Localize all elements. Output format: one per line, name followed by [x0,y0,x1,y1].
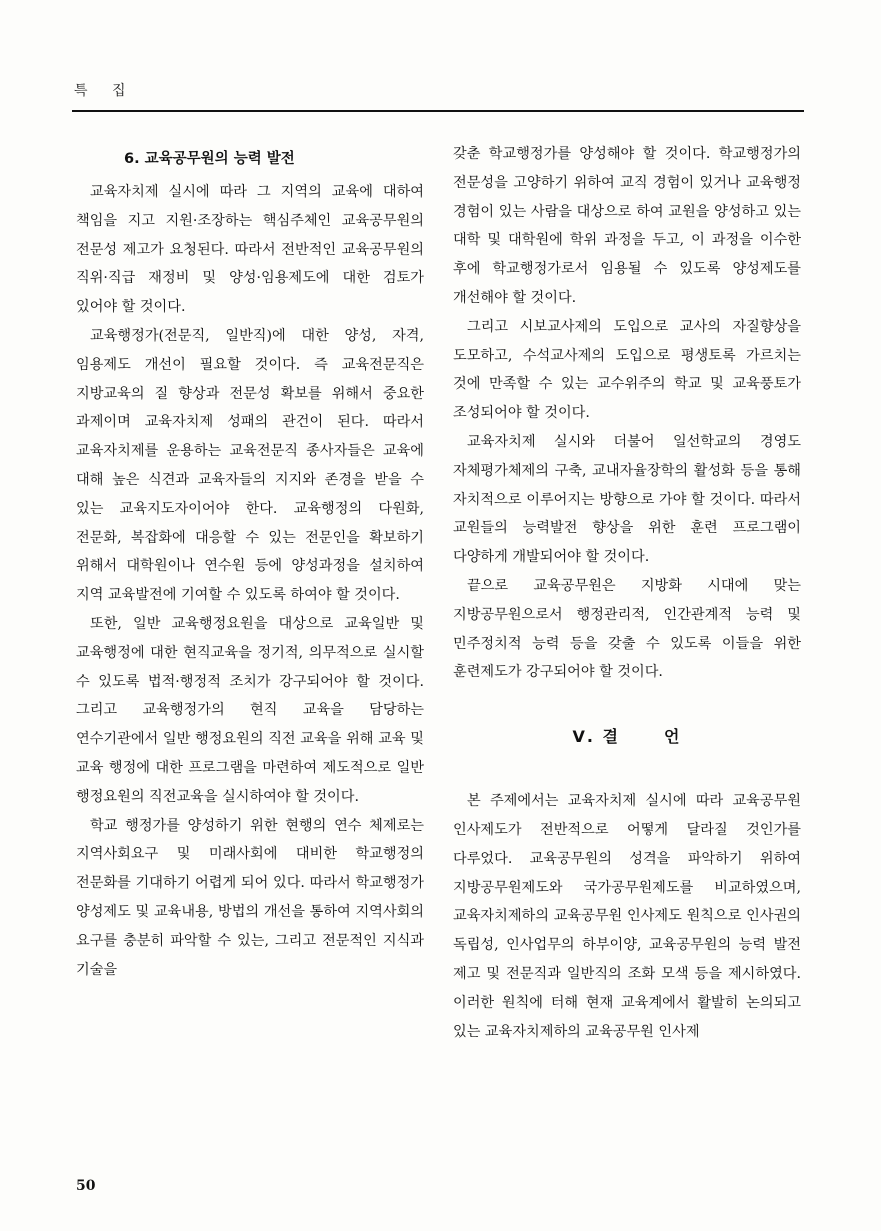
section-heading-conclusion [453,687,801,787]
left-column [76,140,424,984]
section-heading-number: Ⅴ. 결 [572,727,621,747]
right-column [453,140,801,1046]
section-title: 6. 교육공무원의 능력 발전 [124,151,295,167]
header-rule [72,110,804,112]
page-number: 50 [76,1178,96,1194]
paragraph: 교육자치제 실시에 따라 그 지역의 교육에 대하여 책임을 지고 지원·조장하는 핵심주체인 교육공무원의 전문성 제고가 요청된다. 따라서 전반적인 교육공무원의 직위·직급 재정비 및 양성·임용제도에 대한 검토가 있어야 할 것이다. [76,184,424,316]
paragraph: 갖춘 학교행정가를 양성해야 할 것이다. 학교행정가의 전문성을 고양하기 위하여 교직 경험이 있거나 교육행정 경험이 있는 사람을 대상으로 하여 교원을 양성하고 있는 대학 및 대학원에 학위 과정을 두고, 이 과정을 이수한 후에 학교행정가로서 임용될 수 있도록 양성제도를 개선해야 할 것이다. [453,146,801,306]
paragraph: 그리고 시보교사제의 도입으로 교사의 자질향상을 도모하고, 수석교사제의 도입으로 평생토록 가르치는 것에 만족할 수 있는 교수위주의 학교 및 교육풍토가 조성되어야 할 것이다. [453,318,801,422]
running-header: 특 집 [74,83,136,99]
paragraph: 또한, 일반 교육행정요원을 대상으로 교육일반 및 교육행정에 대한 현직교육을 정기적, 의무적으로 실시할 수 있도록 법적·행정적 조치가 강구되어야 할 것이다. 그리고 교육행정가의 현직 교육을 담당하는 연수기관에서 일반 행정요원의 직전 교육을 위해 교육 및 교육 행정에 대한 프로그램을 마련하여 제도적으로 일반 행정요원의 직전교육을 실시하여야 할 것이다. [76,615,424,805]
paragraph: 교육자치제 실시와 더불어 일선학교의 경영도 자체평가체제의 구축, 교내자율장학의 활성화 등을 통해 자치적으로 이루어지는 방향으로 가야 할 것이다. 따라서 교원들의 능력발전 향상을 위한 훈련 프로그램이 다양하게 개발되어야 할 것이다. [453,433,801,566]
paragraph: 학교 행정가를 양성하기 위한 현행의 연수 체제로는 지역사회요구 및 미래사회에 대비한 학교행정의 전문화를 기대하기 어렵게 되어 있다. 따라서 학교행정가 양성제도 및 교육내용, 방법의 개선을 통하여 지역사회의 요구를 충분히 파악할 수 있는, 그리고 전문적인 지식과 기술을 [76,817,424,978]
section-heading-word: 언 [664,727,682,747]
paragraph: 끝으로 교육공무원은 지방화 시대에 맞는 지방공무원으로서 행정관리적, 인간관계적 능력 및 민주정치적 능력 등을 갖출 수 있도록 이들을 위한 훈련제도가 강구되어야 할 것이다. [453,577,801,681]
paragraph: 본 주제에서는 교육자치제 실시에 따라 교육공무원 인사제도가 전반적으로 어떻게 달라질 것인가를 다루었다. 교육공무원의 성격을 파악하기 위하여 지방공무원제도와 국가공무원제도를 비교하였으며, 교육자치제하의 교육공무원 인사제도 원칙으로 인사권의 독립성, 인사업무의 하부이양, 교육공무원의 능력 발전 제고 및 전문직과 일반직의 조화 모색 등을 제시하였다. 이러한 원칙에 터해 현재 교육계에서 활발히 논의되고 있는 교육자치제하의 교육공무원 인사제 [453,793,801,1040]
paragraph: 교육행정가(전문직, 일반직)에 대한 양성, 자격, 임용제도 개선이 필요할 것이다. 즉 교육전문직은 지방교육의 질 향상과 전문성 확보를 위해서 중요한 과제이며 교육자치제 성패의 관건이 된다. 따라서 교육자치제를 운용하는 교육전문직 종사자들은 교육에 대해 높은 식견과 교육자들의 지지와 존경을 받을 수 있는 교육지도자이어야 한다. 교육행정의 다원화, 전문화, 복잡화에 대응할 수 있는 전문인을 확보하기 위해서 대학원이나 연수원 등에 양성과정을 설치하여 지역 교육발전에 기여할 수 있도록 하여야 할 것이다. [76,327,424,604]
